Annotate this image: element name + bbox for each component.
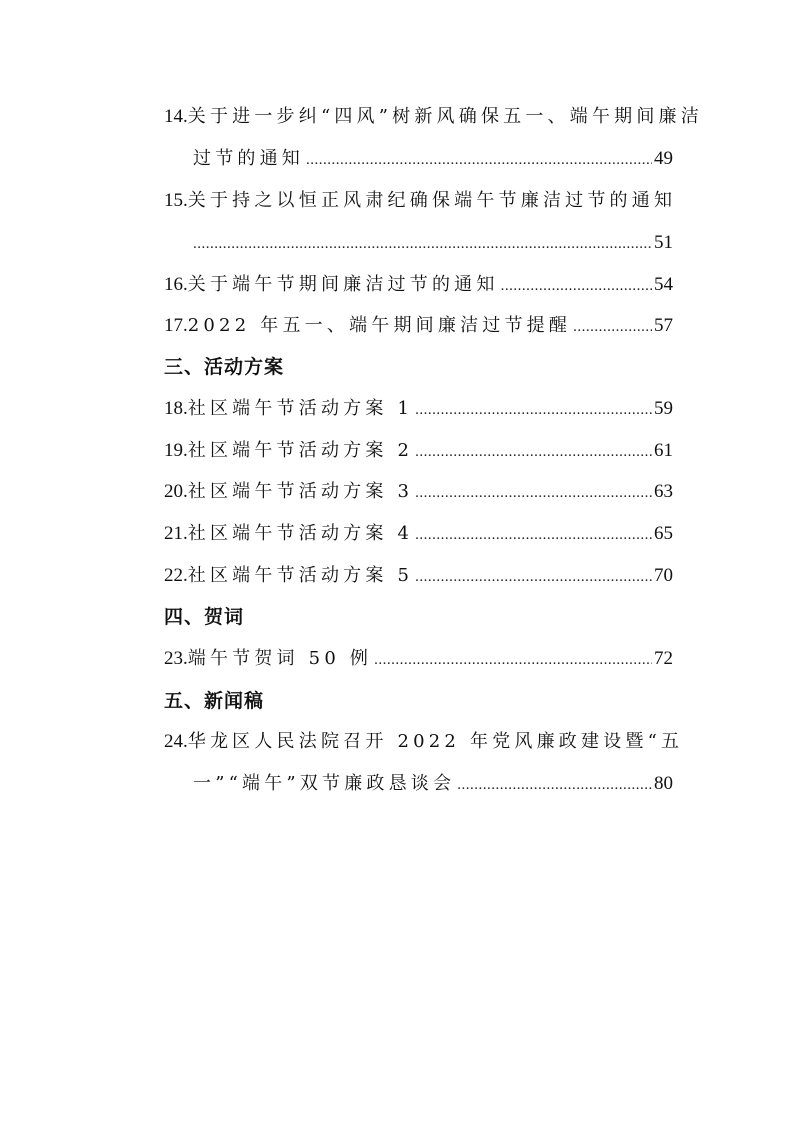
entry-title: 社区端午节活动方案 2 xyxy=(187,440,414,461)
section-heading-news: 五、新闻稿 xyxy=(164,690,265,712)
entry-title-cont: 一”“端午”双节廉政恳谈会 xyxy=(193,773,456,794)
entry-title: 社区端午节活动方案 3 xyxy=(187,481,414,502)
toc-entry-15[interactable] xyxy=(164,186,677,216)
entry-number: 18. xyxy=(164,398,188,419)
section-heading-greetings: 四、贺词 xyxy=(164,606,245,628)
entry-number: 22. xyxy=(164,565,188,586)
dot-leader xyxy=(415,562,652,592)
toc-entry-23[interactable] xyxy=(164,644,673,674)
entry-title: 关于持之以恒正风肃纪确保端午节廉洁过节的通知 xyxy=(187,190,677,211)
page-number: 54 xyxy=(654,274,673,295)
page-number: 80 xyxy=(654,773,673,794)
toc-entry-20[interactable] xyxy=(164,477,673,507)
toc-entry-17[interactable] xyxy=(164,311,673,341)
dot-leader xyxy=(573,312,652,342)
entry-number: 14. xyxy=(164,106,188,127)
entry-title: 社区端午节活动方案 1 xyxy=(187,398,414,419)
dot-leader xyxy=(193,229,652,259)
section-heading-activities: 三、活动方案 xyxy=(164,356,285,378)
toc-entry-21[interactable] xyxy=(164,519,673,549)
toc-entry-16[interactable] xyxy=(164,270,673,300)
toc-entry-14[interactable] xyxy=(164,102,703,132)
entry-number: 16. xyxy=(164,274,188,295)
toc-entry-15-cont[interactable] xyxy=(193,228,673,258)
dot-leader xyxy=(415,520,652,550)
toc-entry-19[interactable] xyxy=(164,436,673,466)
dot-leader xyxy=(306,145,652,175)
page-number: 49 xyxy=(654,148,673,169)
entry-title: 端午节贺词 50 例 xyxy=(187,648,373,669)
toc-entry-24[interactable] xyxy=(164,727,684,757)
dot-leader xyxy=(457,770,652,800)
dot-leader xyxy=(415,437,652,467)
entry-title: 2022 年五一、端午期间廉洁过节提醒 xyxy=(187,315,572,336)
page-number: 51 xyxy=(654,232,673,253)
entry-number: 19. xyxy=(164,440,188,461)
page-number: 61 xyxy=(654,440,673,461)
dot-leader xyxy=(415,395,652,425)
dot-leader xyxy=(501,271,652,301)
page-number: 65 xyxy=(654,523,673,544)
entry-number: 17. xyxy=(164,315,188,336)
page-number: 57 xyxy=(654,315,673,336)
dot-leader xyxy=(415,478,652,508)
entry-number: 20. xyxy=(164,481,188,502)
toc-entry-18[interactable] xyxy=(164,394,673,424)
toc-entry-24-cont[interactable] xyxy=(193,769,673,799)
toc-entry-22[interactable] xyxy=(164,561,673,591)
entry-title: 社区端午节活动方案 5 xyxy=(187,565,414,586)
entry-number: 15. xyxy=(164,190,188,211)
page-number: 59 xyxy=(654,398,673,419)
page-number: 63 xyxy=(654,481,673,502)
dot-leader xyxy=(374,645,652,675)
entry-number: 21. xyxy=(164,523,188,544)
entry-title: 华龙区人民法院召开 2022 年党风廉政建设暨“五 xyxy=(187,731,684,752)
page-number: 70 xyxy=(654,565,673,586)
entry-title: 关于进一步纠“四风”树新风确保五一、端午期间廉洁 xyxy=(187,106,703,127)
entry-title-cont: 过节的通知 xyxy=(193,148,304,169)
toc-entry-14-cont[interactable] xyxy=(193,144,673,174)
entry-title: 社区端午节活动方案 4 xyxy=(187,523,414,544)
entry-number: 24. xyxy=(164,731,188,752)
entry-title: 关于端午节期间廉洁过节的通知 xyxy=(187,274,499,295)
page-number: 72 xyxy=(654,648,673,669)
entry-number: 23. xyxy=(164,648,188,669)
